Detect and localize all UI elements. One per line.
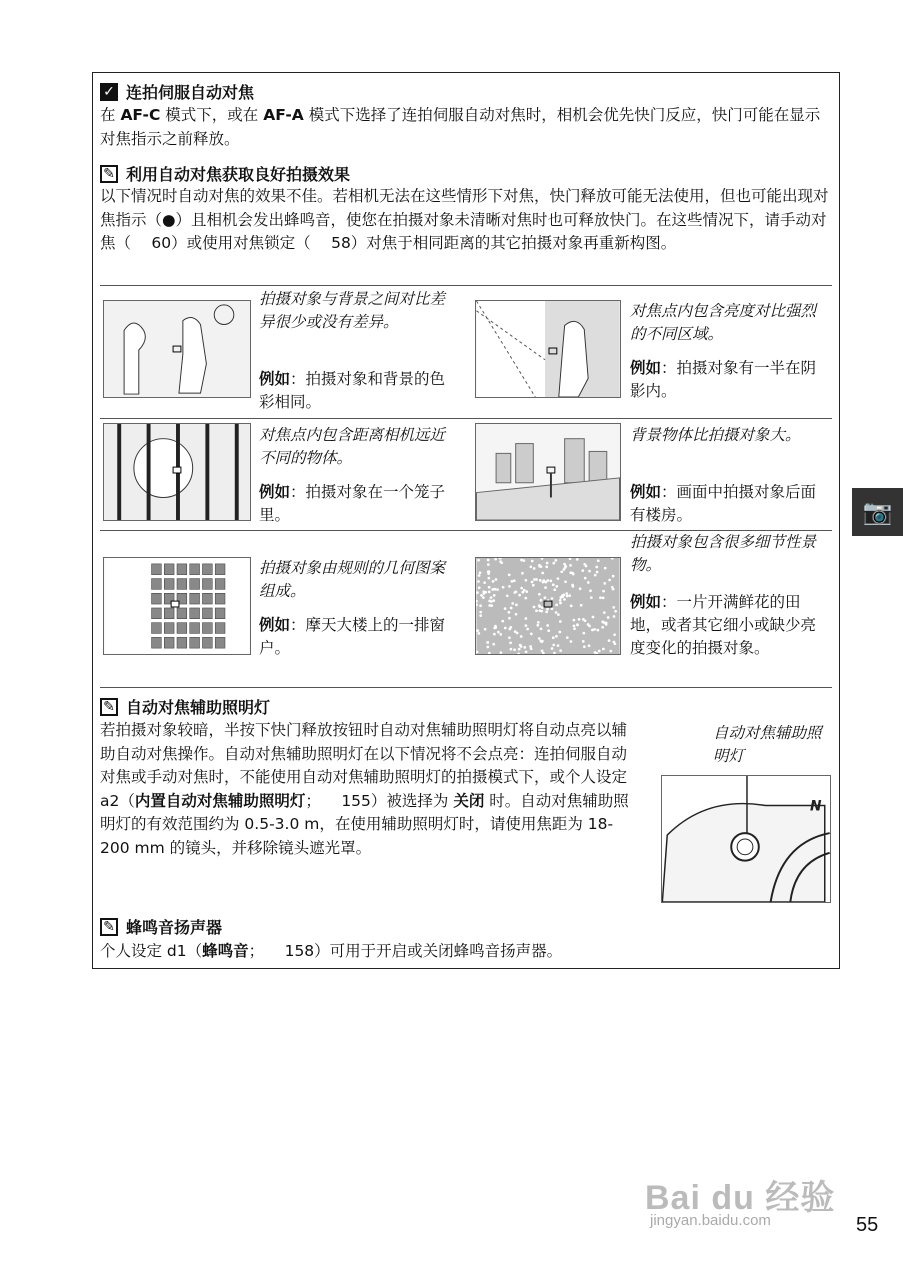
case-example-6: 例如：一片开满鲜花的田地，或者其它细小或缺少亮度变化的拍摄对象。 (630, 593, 817, 657)
camera-icon: 📷 (862, 498, 893, 526)
case-example-4: 例如：画面中拍摄对象后面有楼房。 (630, 483, 817, 524)
section-afc-heading (100, 80, 254, 103)
section-good-title: 利用自动对焦获取良好拍摄效果 (126, 165, 351, 184)
section-lamp-body: 若拍摄对象较暗，半按下快门释放按钮时自动对焦辅助照明灯将自动点亮以辅助自动对焦操作。自动对焦辅助照明灯在以下情况将不会点亮：连拍伺服自动对焦或手动对焦时，不能使用自动对焦辅助照明灯的拍摄模式下，或个人设定 a2（内置自动对焦辅助照明灯； 155）被选择为 关闭 时。自动对焦辅助照明灯的有效范围约为 0.5-3.0 m，在使用辅助照明灯时，请使用焦距为 18-200 mm 的镜头，并移除镜头遮光罩。 (100, 721, 629, 857)
section-good-body: 以下情况时自动对焦的效果不佳。若相机无法在这些情形下对焦，快门释放可能无法使用，但也可能出现对焦指示（●）且相机会发出蜂鸣音，使您在拍摄对象未清晰对焦时也可释放快门。在这些情况下，请手动对焦（ 60）或使用对焦锁定（ 58）对焦于相同距离的其它拍摄对象再重新构图。 (100, 187, 829, 252)
pencil-note-icon: ✎ (100, 698, 118, 716)
watermark-logo: Bai du 经验 (645, 1179, 836, 1217)
case-caption-3: 对焦点内包含距离相机远近不同的物体。 (259, 426, 446, 467)
lamp-camera-image (661, 775, 831, 903)
watermark-url: jingyan.baidu.com (650, 1212, 771, 1229)
section-afc-body: 在 AF-C 模式下，或在 AF-A 模式下选择了连拍伺服自动对焦时，相机会优先快门反应，快门可能在显示对焦指示之前释放。 (100, 106, 821, 148)
section-beep-title: 蜂鸣音扬声器 (126, 918, 223, 937)
case-image-low-contrast (103, 300, 251, 398)
case-example-5: 例如：摩天大楼上的一排窗户。 (259, 616, 446, 657)
divider (100, 418, 832, 419)
case-caption-6: 拍摄对象包含很多细节性景物。 (630, 533, 817, 574)
section-lamp-heading (100, 695, 270, 718)
pencil-note-icon: ✎ (100, 165, 118, 183)
case-image-buildings (475, 423, 621, 521)
case-example-2: 例如：拍摄对象有一半在阴影内。 (630, 359, 817, 400)
mode-afc: AF-C (120, 106, 161, 124)
case-example-1: 例如：拍摄对象和背景的色彩相同。 (259, 370, 446, 411)
section-lamp-title: 自动对焦辅助照明灯 (126, 698, 271, 717)
case-image-cage (103, 423, 251, 521)
mode-afa: AF-A (263, 106, 304, 124)
case-caption-5: 拍摄对象由规则的几何图案组成。 (259, 559, 446, 600)
chapter-tab[interactable] (852, 488, 903, 536)
section-afc-title: 连拍伺服自动对焦 (126, 83, 255, 102)
svg-text:N: N (809, 798, 822, 815)
section-beep-heading (100, 915, 222, 938)
lamp-caption: 自动对焦辅助照明灯 (713, 724, 822, 765)
case-image-windows (103, 557, 251, 655)
case-image-shadow (475, 300, 621, 398)
pencil-note-icon: ✎ (100, 918, 118, 936)
case-caption-2: 对焦点内包含亮度对比强烈的不同区域。 (630, 302, 817, 343)
case-example-3: 例如：拍摄对象在一个笼子里。 (259, 483, 446, 524)
check-icon: ✓ (100, 83, 118, 101)
section-beep-body: 个人设定 d1（蜂鸣音； 158）可用于开启或关闭蜂鸣音扬声器。 (100, 942, 563, 960)
divider (100, 285, 832, 286)
case-image-flowers (475, 557, 621, 655)
section-good-heading (100, 162, 350, 185)
case-caption-1: 拍摄对象与背景之间对比差异很少或没有差异。 (259, 290, 446, 331)
case-caption-4: 背景物体比拍摄对象大。 (630, 426, 801, 444)
page-number: 55 (856, 1214, 879, 1236)
divider (100, 687, 832, 688)
